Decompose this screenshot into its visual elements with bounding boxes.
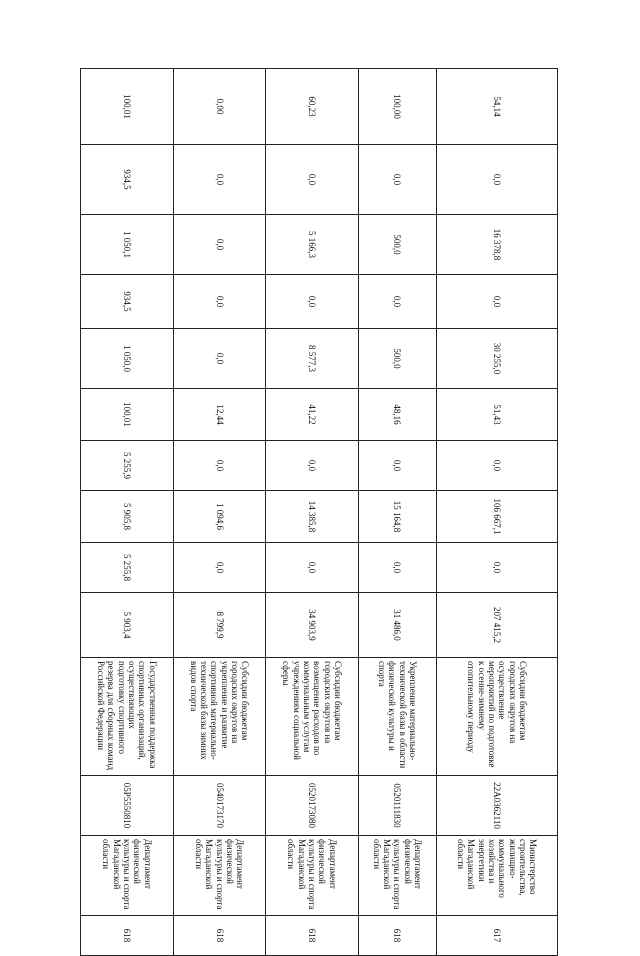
table-row bbox=[358, 69, 436, 956]
plan-cell-2: 8 577,3 bbox=[266, 329, 359, 389]
executed-cell-2: 5 166,3 bbox=[266, 215, 359, 275]
executed-cell-1: 1 094,6 bbox=[173, 491, 266, 543]
organization-cell: Министерство строительства, жилищно-коммунального хозяйства и энергетики Магаданской области bbox=[436, 836, 557, 916]
executed-cell-1: 106 667,1 bbox=[436, 491, 557, 543]
percent-cell-2: 100,01 bbox=[81, 69, 174, 145]
subsidy-name-cell: Субсидии бюджетам городских округов на возмещение расходов по коммунальным услугам учреждениям социальной сферы bbox=[266, 658, 359, 776]
budget-code-cell: 0540173170 bbox=[173, 776, 266, 836]
grbs-code-cell: 617 bbox=[436, 916, 557, 956]
federal-plan-cell-2: 0,0 bbox=[358, 275, 436, 329]
table-row bbox=[436, 69, 557, 956]
budget-code-cell: 0520111830 bbox=[358, 776, 436, 836]
percent-cell-2: 0,00 bbox=[173, 69, 266, 145]
grbs-code-cell: 618 bbox=[358, 916, 436, 956]
rotated-table-sheet bbox=[80, 68, 558, 943]
federal-executed-cell-2: 934,5 bbox=[81, 145, 174, 215]
plan-cell-2: 1 050,0 bbox=[81, 329, 174, 389]
executed-cell-1: 14 385,8 bbox=[266, 491, 359, 543]
organization-cell: Департамент физической культуры и спорта Магаданской области bbox=[173, 836, 266, 916]
federal-executed-cell-2: 0,0 bbox=[436, 145, 557, 215]
federal-plan-cell-1: 0,0 bbox=[358, 543, 436, 593]
plan-cell-1: 31 486,0 bbox=[358, 593, 436, 658]
federal-executed-cell-1: 5 255,9 bbox=[81, 441, 174, 491]
percent-cell-1: 51,43 bbox=[436, 389, 557, 441]
federal-executed-cell-1: 0,0 bbox=[358, 441, 436, 491]
table-row bbox=[173, 69, 266, 956]
percent-cell-2: 54,14 bbox=[436, 69, 557, 145]
plan-cell-2: 0,0 bbox=[173, 329, 266, 389]
federal-executed-cell-2: 0,0 bbox=[173, 145, 266, 215]
percent-cell-1: 12,44 bbox=[173, 389, 266, 441]
subsidy-name-cell: Государственная поддержка спортивных организаций, осуществляющих подготовку спортивного резерва для сборных команд Российской Федерации bbox=[81, 658, 174, 776]
federal-executed-cell-1: 0,0 bbox=[266, 441, 359, 491]
plan-cell-1: 8 799,9 bbox=[173, 593, 266, 658]
federal-plan-cell-1: 0,0 bbox=[266, 543, 359, 593]
organization-cell: Департамент физической культуры и спорта Магаданской области bbox=[358, 836, 436, 916]
grbs-code-cell: 618 bbox=[173, 916, 266, 956]
organization-cell: Департамент физической культуры и спорта Магаданской области bbox=[266, 836, 359, 916]
table-row bbox=[266, 69, 359, 956]
federal-plan-cell-2: 0,0 bbox=[266, 275, 359, 329]
federal-plan-cell-1: 0,0 bbox=[173, 543, 266, 593]
budget-code-cell: 0520173080 bbox=[266, 776, 359, 836]
federal-plan-cell-2: 0,0 bbox=[436, 275, 557, 329]
plan-cell-2: 500,0 bbox=[358, 329, 436, 389]
federal-plan-cell-2: 934,5 bbox=[81, 275, 174, 329]
plan-cell-2: 30 255,0 bbox=[436, 329, 557, 389]
executed-cell-1: 5 905,8 bbox=[81, 491, 174, 543]
percent-cell-1: 48,16 bbox=[358, 389, 436, 441]
subsidy-name-cell: Субсидии бюджетам городских округов на осуществление мероприятий по подготовке к осенне-зимнему отопительному периоду bbox=[436, 658, 557, 776]
plan-cell-1: 34 903,9 bbox=[266, 593, 359, 658]
federal-plan-cell-2: 0,0 bbox=[173, 275, 266, 329]
federal-executed-cell-1: 0,0 bbox=[173, 441, 266, 491]
plan-cell-1: 5 903,4 bbox=[81, 593, 174, 658]
percent-cell-2: 100,00 bbox=[358, 69, 436, 145]
subsidy-name-cell: Укрепление материально-технической базы в области физической культуры и спорта bbox=[358, 658, 436, 776]
table-row bbox=[81, 69, 174, 956]
grbs-code-cell: 618 bbox=[81, 916, 174, 956]
percent-cell-1: 41,22 bbox=[266, 389, 359, 441]
executed-cell-2: 500,0 bbox=[358, 215, 436, 275]
percent-cell-1: 100,01 bbox=[81, 389, 174, 441]
subsidy-name-cell: Субсидии бюджетам городских округов на укрепление и развитие спортивной материально-технической базы зимних видов спорта bbox=[173, 658, 266, 776]
budget-table bbox=[80, 68, 558, 956]
executed-cell-1: 15 164,8 bbox=[358, 491, 436, 543]
budget-code-cell: 22А0362110 bbox=[436, 776, 557, 836]
percent-cell-2: 60,23 bbox=[266, 69, 359, 145]
federal-plan-cell-1: 5 255,8 bbox=[81, 543, 174, 593]
federal-executed-cell-1: 0,0 bbox=[436, 441, 557, 491]
grbs-code-cell: 618 bbox=[266, 916, 359, 956]
plan-cell-1: 207 415,2 bbox=[436, 593, 557, 658]
federal-plan-cell-1: 0,0 bbox=[436, 543, 557, 593]
federal-executed-cell-2: 0,0 bbox=[266, 145, 359, 215]
executed-cell-2: 1 050,1 bbox=[81, 215, 174, 275]
budget-code-cell: 05Р5550810 bbox=[81, 776, 174, 836]
executed-cell-2: 16 378,8 bbox=[436, 215, 557, 275]
federal-executed-cell-2: 0,0 bbox=[358, 145, 436, 215]
organization-cell: Департамент физической культуры и спорта Магаданской области bbox=[81, 836, 174, 916]
executed-cell-2: 0,0 bbox=[173, 215, 266, 275]
